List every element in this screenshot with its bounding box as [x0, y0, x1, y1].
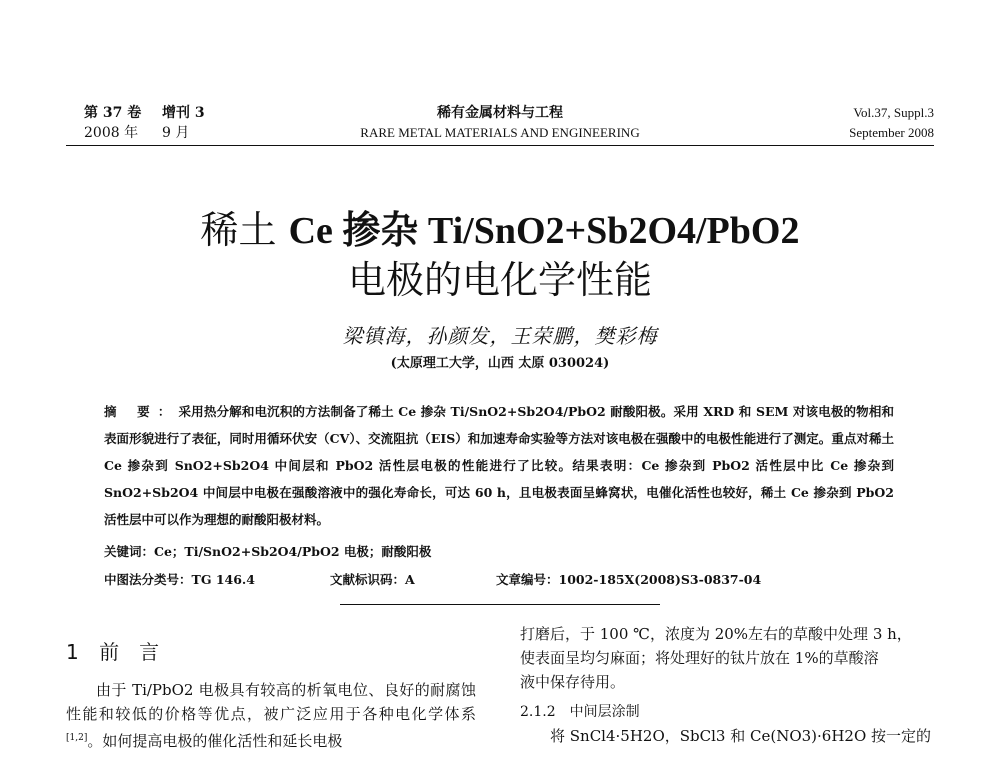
date-en: September 2008: [849, 125, 934, 140]
intro-citation: [1,2]: [66, 733, 88, 743]
keywords-label: 关键词：: [104, 544, 155, 559]
right-line-2: 使表面呈均匀麻面；将处理好的钛片放在 1%的草酸溶: [520, 649, 879, 667]
supplement-cn: 增刊 3: [162, 105, 205, 121]
article-number: [496, 570, 761, 588]
clc-label: 中图法分类号：: [104, 572, 192, 587]
abstract-label: 摘 要：: [104, 404, 179, 419]
intro-paragraph: [66, 678, 476, 753]
journal-title-cn: 稀有金属材料与工程: [437, 105, 563, 121]
abstract: [104, 398, 894, 533]
year-cn: 2008 年: [84, 125, 139, 141]
document-code: [330, 570, 415, 588]
subsection-heading: 2.1.2 中间层涂制: [520, 704, 640, 720]
keywords: [104, 542, 431, 560]
clc-value: TG 146.4: [191, 572, 255, 587]
doc-value: A: [405, 572, 415, 587]
intro-text-tail: 。如何提高电极的催化活性和延长电极: [87, 732, 343, 750]
affiliation: (太原理工大学，山西 太原 030024): [390, 356, 610, 371]
clc-number: [104, 570, 255, 588]
section-number: 1: [66, 640, 79, 664]
authors: 梁镇海，孙颜发，王荣鹏，樊彩梅: [342, 324, 658, 348]
section-heading: [66, 636, 159, 665]
keywords-text: Ce；Ti/SnO2+Sb2O4/PbO2 电极；耐酸阳极: [154, 544, 432, 559]
title-formula: Ce 掺杂 Ti/SnO2+Sb2O4/PbO2: [288, 210, 800, 252]
section-title: 前 言: [99, 640, 160, 664]
volume-cn: 第 37 卷: [84, 105, 142, 121]
right-line-1: 打磨后，于 100 ℃，浓度为 20%左右的草酸中处理 3 h，: [520, 625, 912, 643]
article-label: 文章编号：: [496, 572, 559, 587]
right-line-4: 将 SnCl4·5H2O，SbCl3 和 Ce(NO3)·6H2O 按一定的: [550, 727, 932, 745]
month-cn: 9 月: [162, 125, 190, 141]
abstract-text: 采用热分解和电沉积的方法制备了稀土 Ce 掺杂 Ti/SnO2+Sb2O4/PbO2 耐酸阳极。采用 XRD 和 SEM 对该电极的物相和表面形貌进行了表征，同时用循环伏安（CV）、交流阻抗（EIS）和加速寿命实验等方法对该电极在强酸中的电极性能进行了测定。重点对稀土 Ce 掺杂到 SnO2+Sb2O4 中间层和 PbO2 活性层电极的性能进行了比较。结果表明：Ce 掺杂到 PbO2 活性层中比 Ce 掺杂到 SnO2+Sb2O4 中间层中电极在强酸溶液中的强化寿命长，可达 60 h，且电极表面呈蜂窝状，电催化活性也较好，稀土 Ce 掺杂到 PbO2 活性层中可以作为理想的耐酸阳极材料。: [104, 404, 895, 527]
paper-title-line2: 电极的电化学性能: [347, 258, 652, 302]
abstract-separator: [340, 604, 660, 605]
volume-en: Vol.37, Suppl.3: [853, 105, 934, 120]
title-prefix: 稀土: [200, 208, 289, 252]
intro-text: 由于 Ti/PbO2 电极具有较高的析氧电位、良好的耐腐蚀性能和较低的价格等优点，被广泛应用于各种电化学体系: [66, 681, 476, 723]
paper-title-line1: [0, 208, 1000, 253]
article-value: 1002-185X(2008)S3-0837-04: [558, 572, 762, 587]
header-rule: [66, 145, 934, 146]
right-line-3: 液中保存待用。: [520, 673, 626, 691]
doc-label: 文献标识码：: [330, 572, 406, 587]
journal-title-en: RARE METAL MATERIALS AND ENGINEERING: [360, 125, 640, 140]
right-column: [520, 622, 934, 748]
